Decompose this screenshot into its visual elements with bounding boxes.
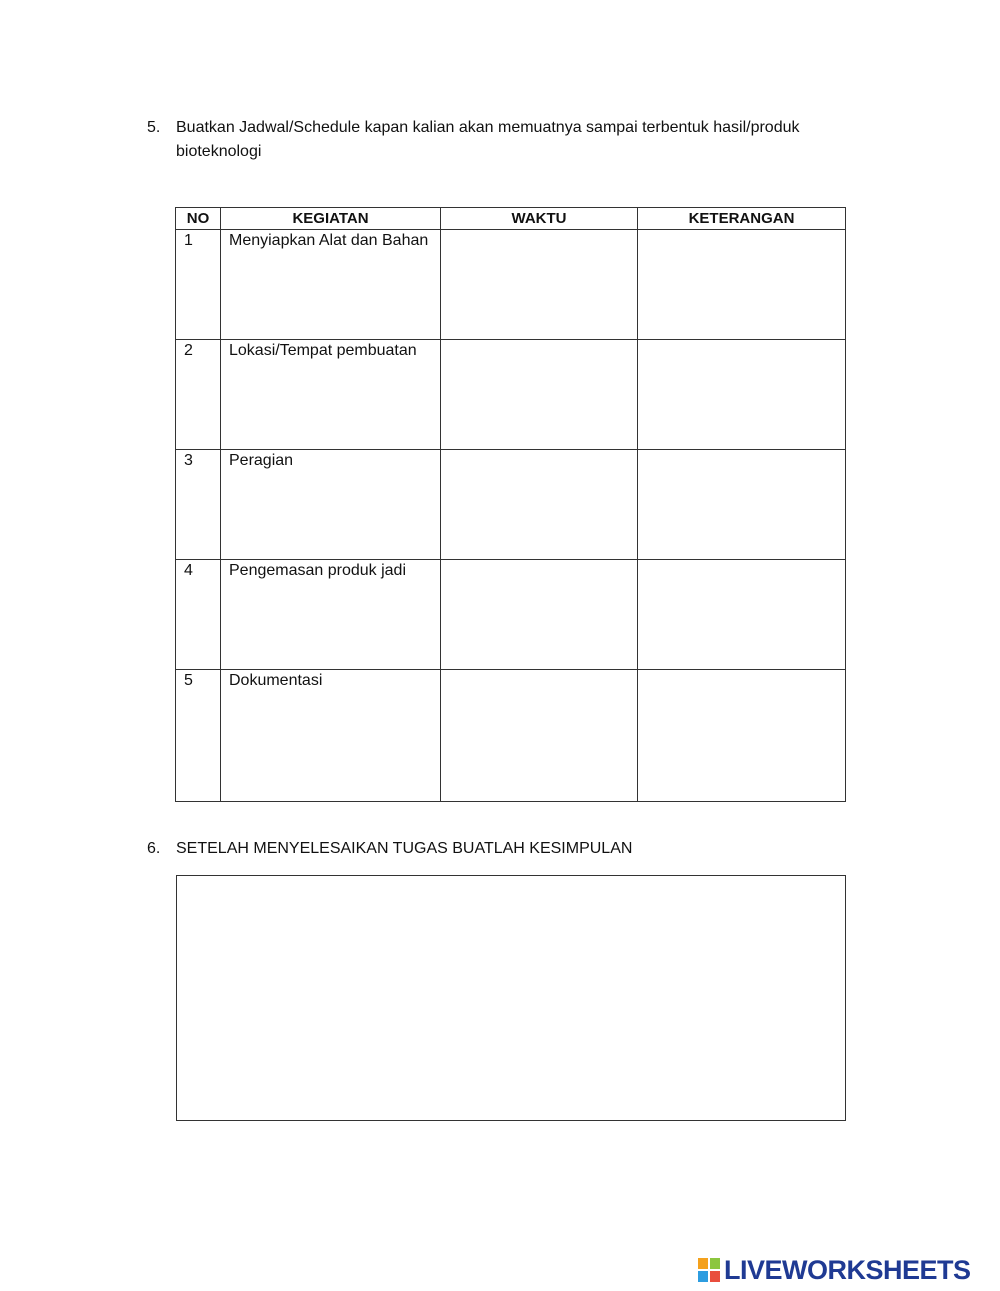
row-no-cell <box>176 340 221 450</box>
logo-tile <box>698 1271 708 1282</box>
row-kegiatan-cell <box>221 450 441 560</box>
row-no: 1 <box>184 232 193 249</box>
question-5 <box>147 116 847 166</box>
row-kegiatan: Lokasi/Tempat pembuatan <box>229 342 417 359</box>
question-6-number: 6. <box>147 840 161 857</box>
logo-wordmark: LIVEWORKSHEETS <box>724 1255 971 1285</box>
row-no: 4 <box>184 562 193 579</box>
row-kegiatan-cell <box>221 560 441 670</box>
logo-tile <box>710 1258 720 1269</box>
row-kegiatan: Dokumentasi <box>229 672 323 689</box>
keterangan-input-cell[interactable] <box>638 560 846 670</box>
row-no-cell <box>176 450 221 560</box>
logo-tile <box>698 1258 708 1269</box>
keterangan-input-cell[interactable] <box>638 340 846 450</box>
logo-tiles-icon <box>698 1258 720 1282</box>
header-keterangan: KETERANGAN <box>638 208 846 230</box>
liveworksheets-logo <box>698 1254 994 1286</box>
question-6 <box>147 837 847 861</box>
header-no: NO <box>176 208 221 230</box>
keterangan-input-cell[interactable] <box>638 230 846 340</box>
table-row <box>176 670 846 802</box>
row-no-cell <box>176 670 221 802</box>
waktu-input-cell[interactable] <box>441 670 638 802</box>
row-kegiatan-cell <box>221 340 441 450</box>
keterangan-input-cell[interactable] <box>638 670 846 802</box>
waktu-input-cell[interactable] <box>441 450 638 560</box>
waktu-input-cell[interactable] <box>441 560 638 670</box>
question-5-text: Buatkan Jadwal/Schedule kapan kalian akan memuatnya sampai terbentuk hasil/produk bioteknologi <box>176 119 800 160</box>
row-kegiatan: Menyiapkan Alat dan Bahan <box>229 232 429 249</box>
keterangan-input-cell[interactable] <box>638 450 846 560</box>
header-kegiatan: KEGIATAN <box>221 208 441 230</box>
row-kegiatan: Pengemasan produk jadi <box>229 562 407 579</box>
table-row <box>176 340 846 450</box>
waktu-input-cell[interactable] <box>441 230 638 340</box>
table-row <box>176 450 846 560</box>
table-row <box>176 560 846 670</box>
row-kegiatan-cell <box>221 230 441 340</box>
row-no-cell <box>176 560 221 670</box>
row-no: 5 <box>184 672 193 689</box>
header-waktu: WAKTU <box>441 208 638 230</box>
question-6-text: SETELAH MENYELESAIKAN TUGAS BUATLAH KESIMPULAN <box>176 840 633 857</box>
table-header-row <box>176 208 846 230</box>
row-no: 2 <box>184 342 193 359</box>
question-5-number: 5. <box>147 119 161 136</box>
conclusion-answer-box[interactable] <box>176 875 846 1121</box>
logo-tile <box>710 1271 720 1282</box>
schedule-table <box>175 207 846 802</box>
waktu-input-cell[interactable] <box>441 340 638 450</box>
row-no: 3 <box>184 452 193 469</box>
row-kegiatan-cell <box>221 670 441 802</box>
table-row <box>176 230 846 340</box>
row-no-cell <box>176 230 221 340</box>
row-kegiatan: Peragian <box>229 452 294 469</box>
